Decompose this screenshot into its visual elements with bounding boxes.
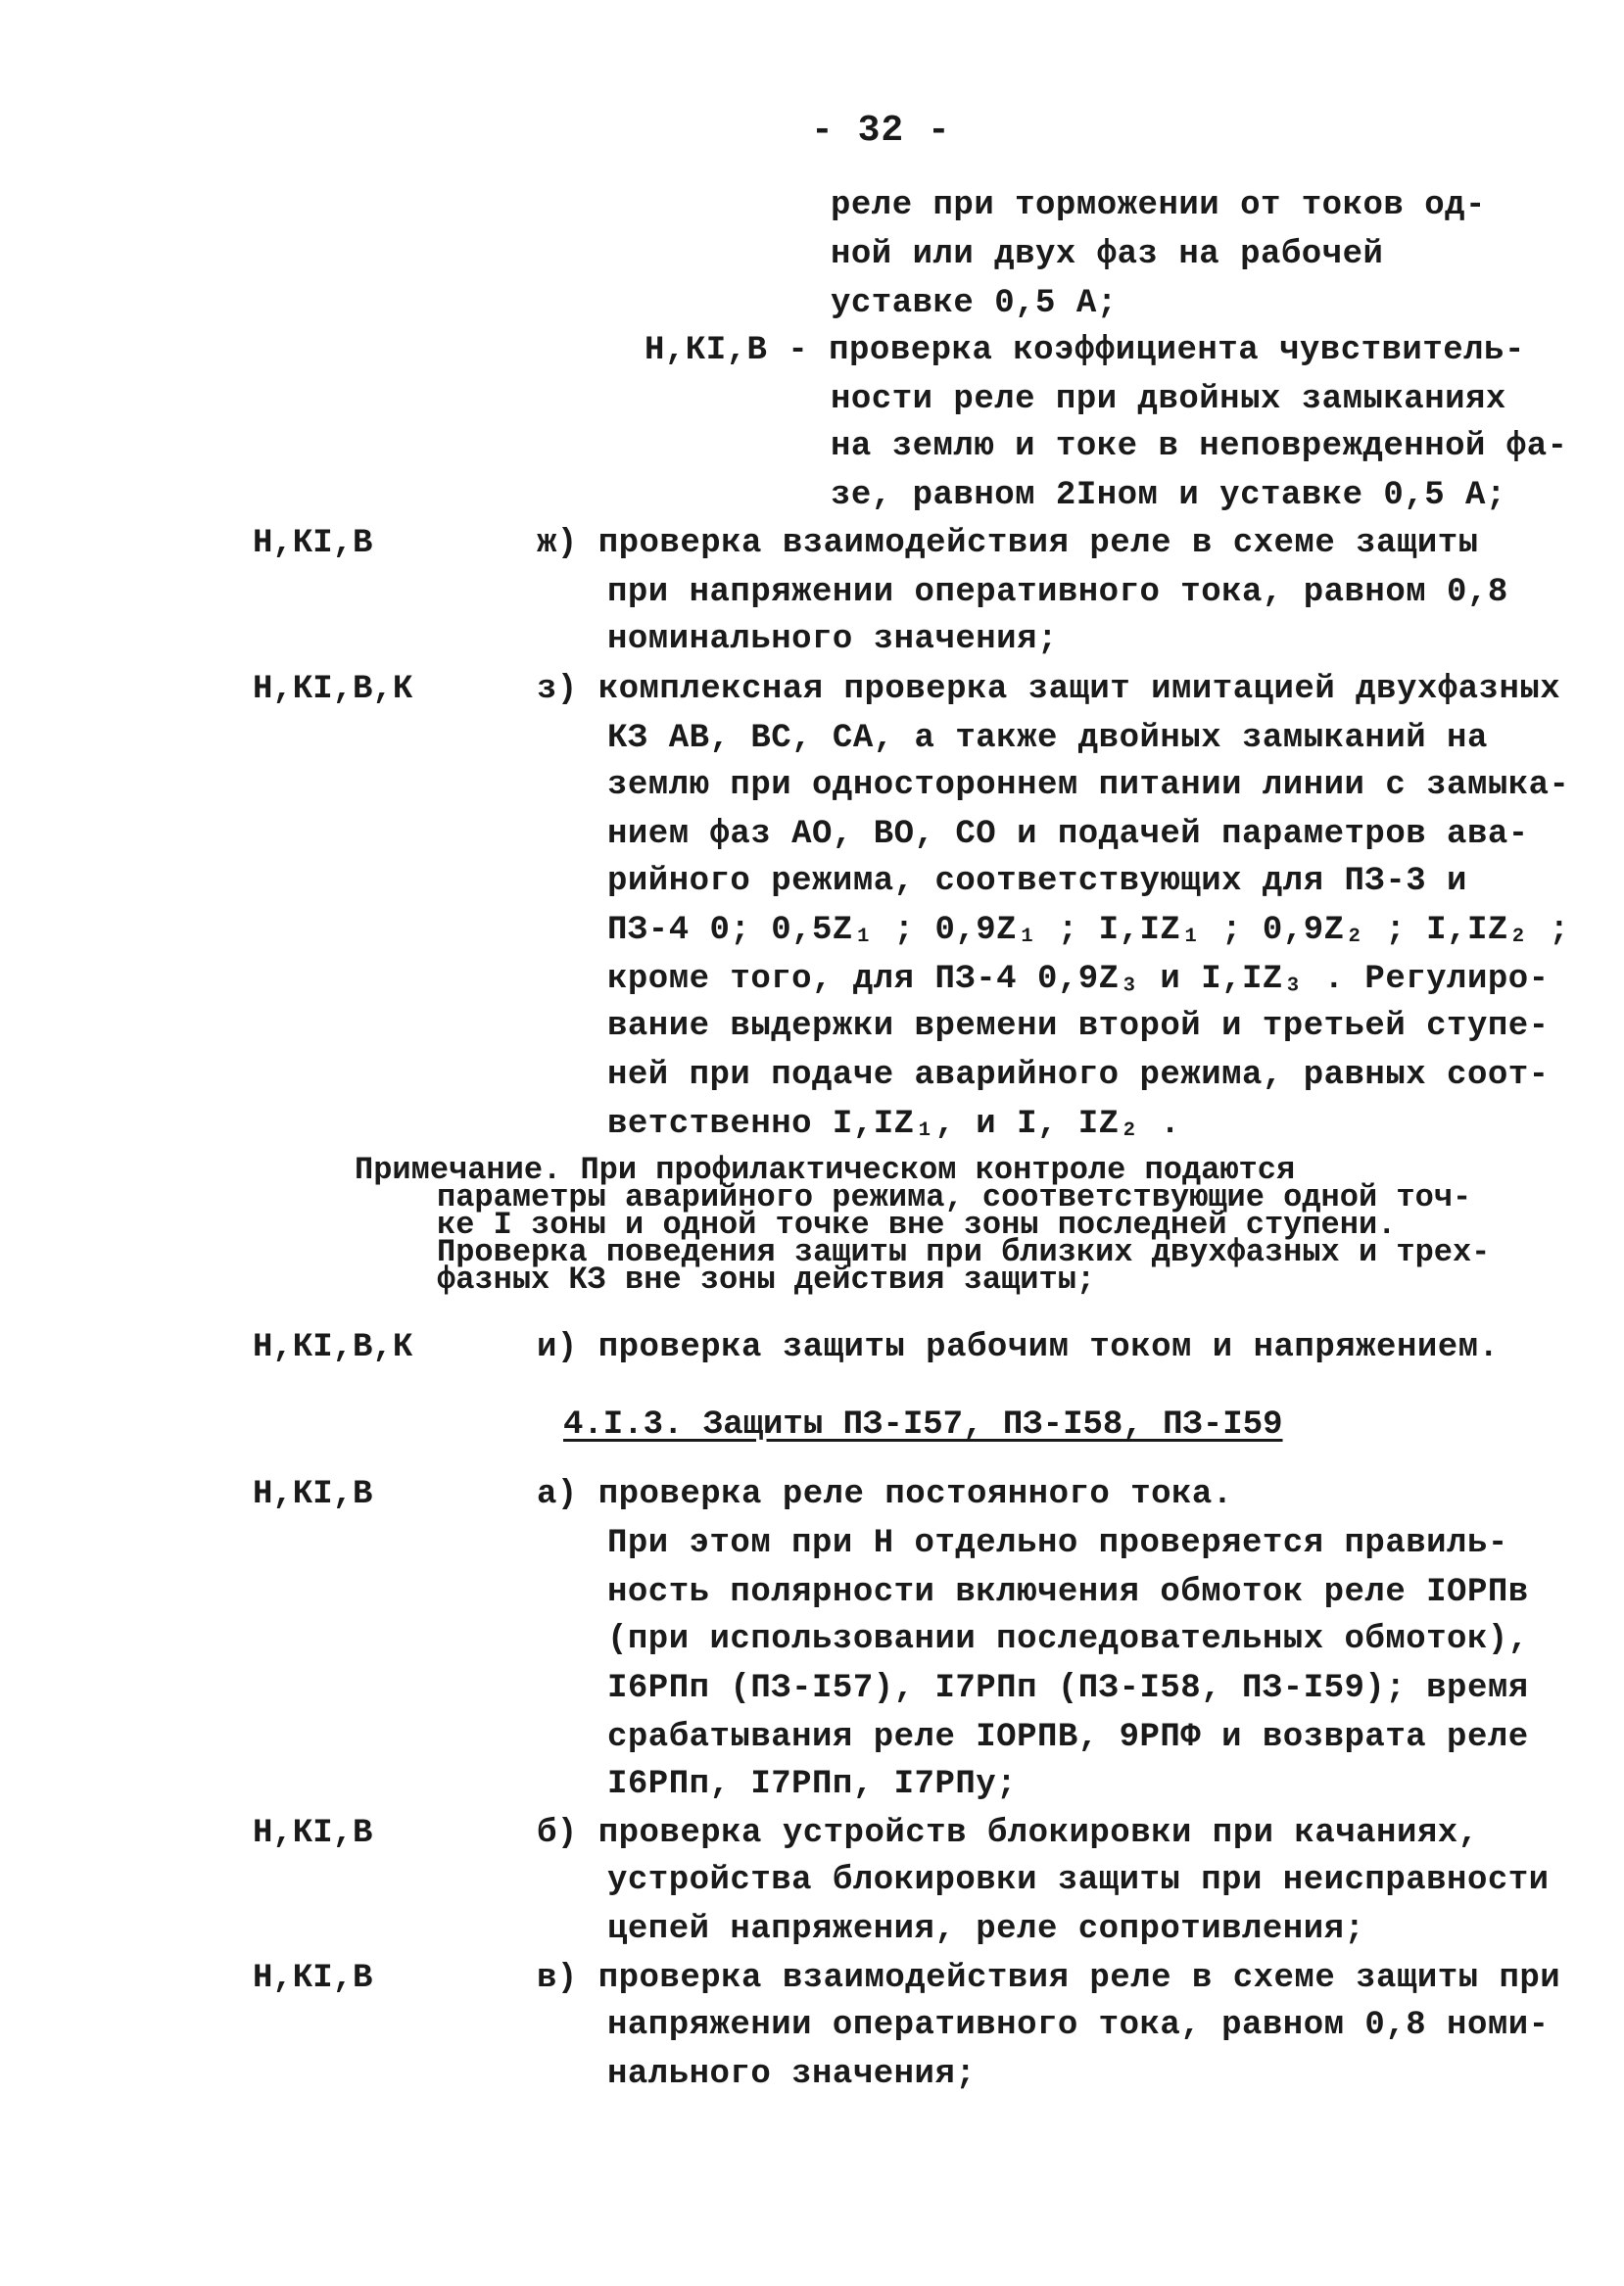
text-line: срабатывания реле IОРПВ, 9РПФ и возврата реле	[607, 1719, 1529, 1756]
text-line: При этом при Н отдельно проверяется правиль-	[607, 1525, 1508, 1562]
item-code: Н,КI,В	[253, 1476, 373, 1513]
text-line: на землю и токе в неповрежденной фа-	[831, 428, 1568, 465]
text-line: напряжении оперативного тока, равном 0,8 номи-	[607, 2007, 1550, 2044]
text-line: уставке 0,5 А;	[831, 285, 1118, 322]
note-line: фазных КЗ вне зоны действия защиты;	[437, 1262, 1096, 1298]
text-line: рийного режима, соответствующих для ПЗ-3 и	[607, 863, 1467, 900]
note-line: Примечание. При профилактическом контроле подаются	[355, 1152, 1296, 1188]
text-line: з) комплексная проверка защит имитацией двухфазных	[537, 671, 1561, 708]
text-line: нального значения;	[607, 2056, 977, 2093]
text-line: (при использовании последовательных обмоток),	[607, 1621, 1529, 1658]
text-line: ности реле при двойных замыканиях	[831, 381, 1506, 418]
text-line: ветственно I,IZ₁, и I, IZ₂ .	[607, 1106, 1181, 1143]
text-line: а) проверка реле постоянного тока.	[537, 1476, 1233, 1513]
text-line: зе, равном 2Iном и уставке 0,5 А;	[831, 477, 1506, 514]
note-line: параметры аварийного режима, соответствующие одной точ-	[437, 1179, 1472, 1215]
text-line: номинального значения;	[607, 621, 1058, 658]
text-line: землю при одностороннем питании линии с замыка-	[607, 767, 1570, 804]
text-line: и) проверка защиты рабочим током и напряжением.	[537, 1329, 1500, 1366]
section-heading: 4.I.3. Защиты ПЗ-I57, ПЗ-I58, ПЗ-I59	[563, 1406, 1283, 1444]
item-code: Н,КI,В	[253, 1815, 373, 1852]
item-code: Н,КI,В,К	[253, 671, 413, 708]
item-code: Н,КI,В,К	[253, 1329, 413, 1366]
text-line: Н,КI,В - проверка коэффициента чувствитель-	[645, 332, 1525, 369]
text-line: при напряжении оперативного тока, равном 0,8	[607, 574, 1508, 611]
text-line: вание выдержки времени второй и третьей ступе-	[607, 1008, 1550, 1045]
text-line: ней при подаче аварийного режима, равных соот-	[607, 1057, 1550, 1094]
text-line: ной или двух фаз на рабочей	[831, 236, 1384, 273]
text-line: нием фаз АО, ВО, СО и подачей параметров ава-	[607, 816, 1529, 853]
text-line: ность полярности включения обмоток реле IОРПв	[607, 1574, 1529, 1611]
note-line: ке I зоны и одной точке вне зоны последней ступени.	[437, 1207, 1397, 1243]
text-line: КЗ АВ, ВС, СА, а также двойных замыканий на	[607, 720, 1488, 757]
text-line: I6РПп, I7РПп, I7РПу;	[607, 1766, 1018, 1803]
page-number: - 32 -	[811, 110, 951, 152]
text-line: в) проверка взаимодействия реле в схеме защиты при	[537, 1960, 1561, 1997]
note-line: Проверка поведения защиты при близких двухфазных и трех-	[437, 1234, 1491, 1270]
text-line: цепей напряжения, реле сопротивления;	[607, 1911, 1365, 1948]
text-line: устройства блокировки защиты при неисправности	[607, 1862, 1550, 1899]
text-line: кроме того, для ПЗ-4 0,9Z₃ и I,IZ₃ . Регулиро-	[607, 961, 1550, 998]
item-code: Н,КI,В	[253, 525, 373, 562]
text-line: ж) проверка взаимодействия реле в схеме защиты	[537, 525, 1479, 562]
text-line: I6РПп (ПЗ-I57), I7РПп (ПЗ-I58, ПЗ-I59); время	[607, 1670, 1529, 1707]
text-line: реле при торможении от токов од-	[831, 187, 1486, 224]
text-line: б) проверка устройств блокировки при качаниях,	[537, 1815, 1479, 1852]
text-line: ПЗ-4 0; 0,5Z₁ ; 0,9Z₁ ; I,IZ₁ ; 0,9Z₂ ; I,IZ₂ ;	[607, 912, 1570, 949]
item-code: Н,КI,В	[253, 1960, 373, 1997]
